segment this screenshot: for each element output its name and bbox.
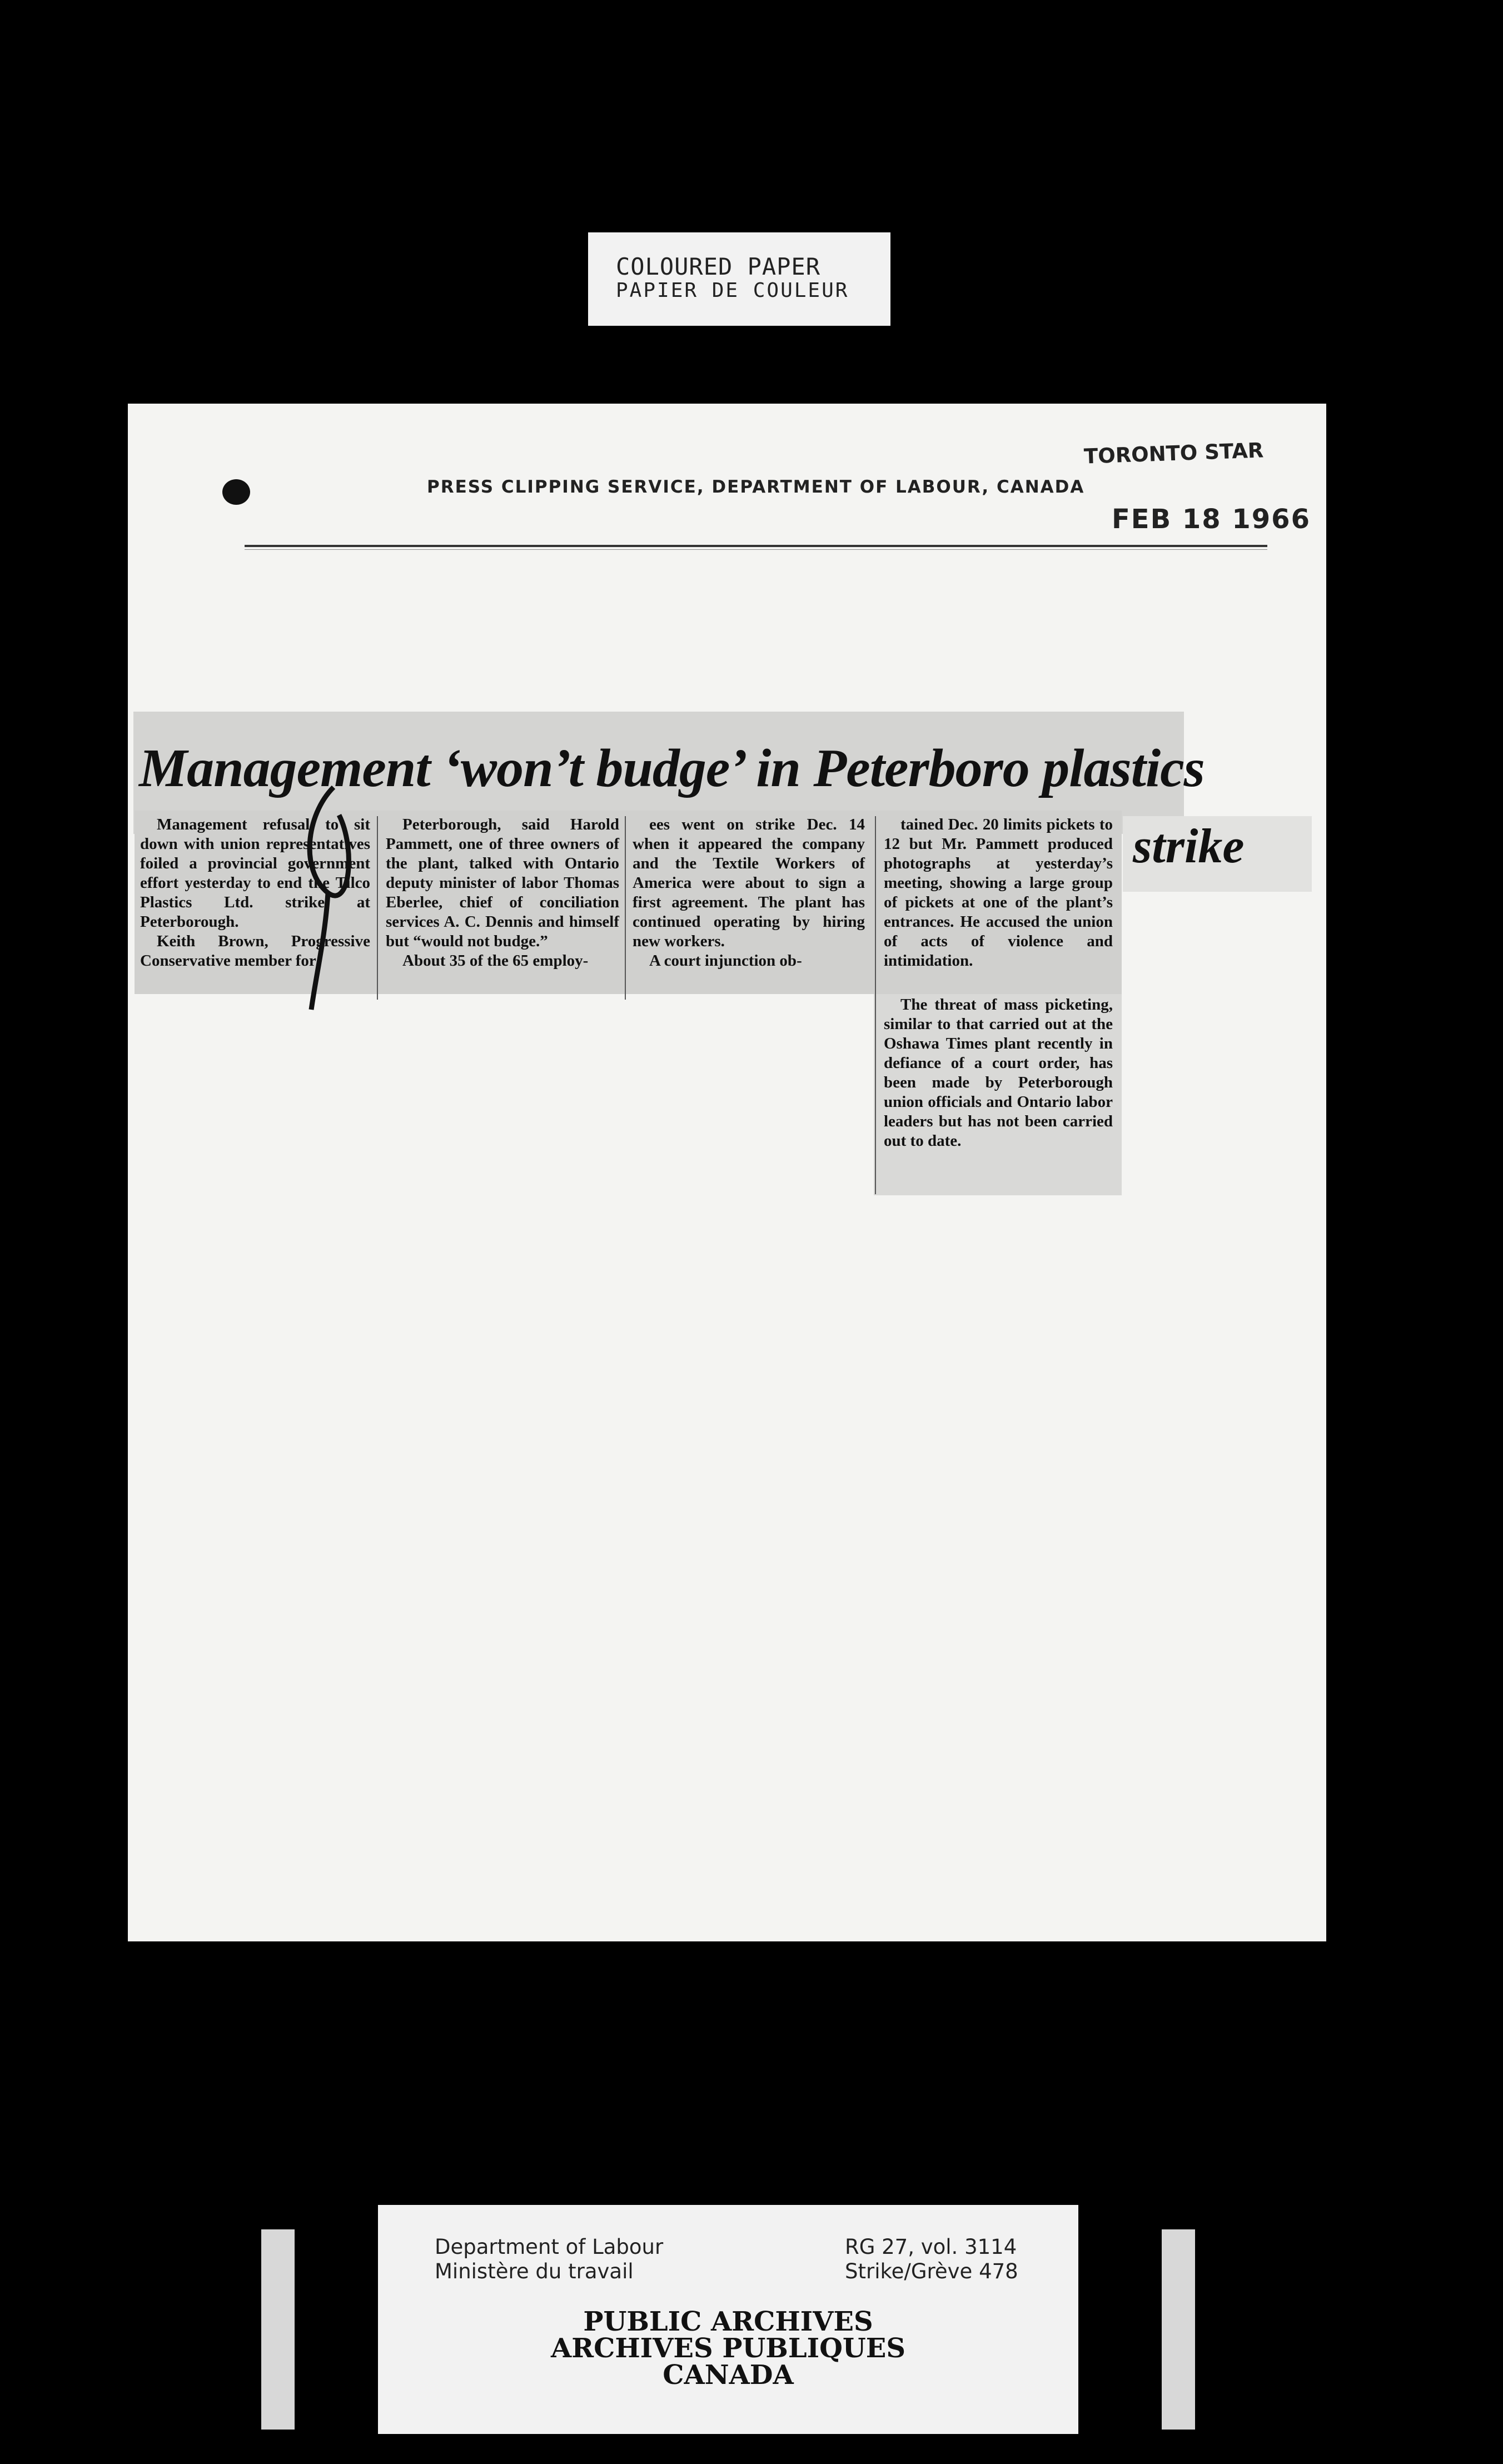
coloured-paper-label xyxy=(588,232,890,326)
archives-reference-label xyxy=(378,2205,1078,2434)
column-2-paragraph-1: Peterborough, said Harold Pammett, one of three owners of the plant, talked with Ontario deputy minister of labor Thomas Eberlee, chief of conciliation services A. C. Dennis and himself but “would not budge.” xyxy=(386,816,619,950)
column-1-paragraph-2: Keith Brown, Progressive Conservative member for xyxy=(140,932,370,970)
article-headline-end: strike xyxy=(1133,819,1245,873)
article-column-4 xyxy=(884,815,1113,971)
pen-mark xyxy=(295,782,361,1015)
clipping-date-stamp: FEB 18 1966 xyxy=(1112,504,1311,535)
article-column-4-continued xyxy=(884,995,1113,1151)
department-names xyxy=(435,2235,663,2284)
column-divider xyxy=(377,816,378,1000)
header-rule xyxy=(245,545,1267,547)
article-column-2 xyxy=(386,815,619,971)
strike-number: Strike/Grève 478 xyxy=(845,2259,1018,2283)
archive-card-edge-right xyxy=(1162,2229,1195,2430)
coloured-paper-text: COLOURED PAPER xyxy=(616,253,821,280)
column-divider xyxy=(875,816,876,1194)
clipping-service-header: PRESS CLIPPING SERVICE, DEPARTMENT OF LABOUR, CANADA xyxy=(427,477,1085,497)
column-divider xyxy=(625,816,626,1000)
archives-line-2: ARCHIVES PUBLIQUES xyxy=(551,2333,905,2364)
column-3-paragraph-2: A court injunction ob- xyxy=(649,952,802,970)
newspaper-source: TORONTO STAR xyxy=(1083,438,1264,469)
column-1-paragraph-1: Management refusal to sit down with union representatives foiled a provincial government effort yesterday to end the Tilco Plastics Ltd. strike at Peterborough. xyxy=(140,816,370,931)
column-4-paragraph-2: The threat of mass picketing, similar to that carried out at the Oshawa Times plant recently in defiance of a court order, has been made by Peterborough union officials and Ontario labor leaders but has not been carried out to date. xyxy=(884,996,1113,1150)
archive-card-edge-left xyxy=(261,2229,295,2430)
department-fr: Ministère du travail xyxy=(435,2259,634,2283)
department-en: Department of Labour xyxy=(435,2235,664,2259)
article-column-3 xyxy=(633,815,865,971)
papier-couleur-text: PAPIER DE COULEUR xyxy=(616,279,849,302)
clipping-sheet xyxy=(128,404,1326,1941)
archives-line-1: PUBLIC ARCHIVES xyxy=(583,2306,873,2337)
archives-line-3: CANADA xyxy=(663,2359,794,2391)
column-2-paragraph-2: About 35 of the 65 employ- xyxy=(402,952,589,970)
column-3-paragraph-1: ees went on strike Dec. 14 when it appeared the company and the Textile Workers of America were about to sign a first agreement. The plant has continued operating by hiring new workers. xyxy=(633,816,865,950)
archive-reference xyxy=(845,2235,1018,2284)
record-group-ref: RG 27, vol. 3114 xyxy=(845,2235,1017,2259)
article-headline: Management ‘won’t budge’ in Peterboro plastics xyxy=(139,738,1205,798)
public-archives-stamp xyxy=(378,2306,1078,2391)
header-rule-thin xyxy=(245,549,1267,550)
column-4-paragraph-1: tained Dec. 20 limits pickets to 12 but Mr. Pammett produced photographs at yesterday’s meeting, showing a large group of pickets at one of the plant’s entrances. He accused the union of acts of violence and intimidation. xyxy=(884,816,1113,970)
punch-hole xyxy=(222,479,250,505)
